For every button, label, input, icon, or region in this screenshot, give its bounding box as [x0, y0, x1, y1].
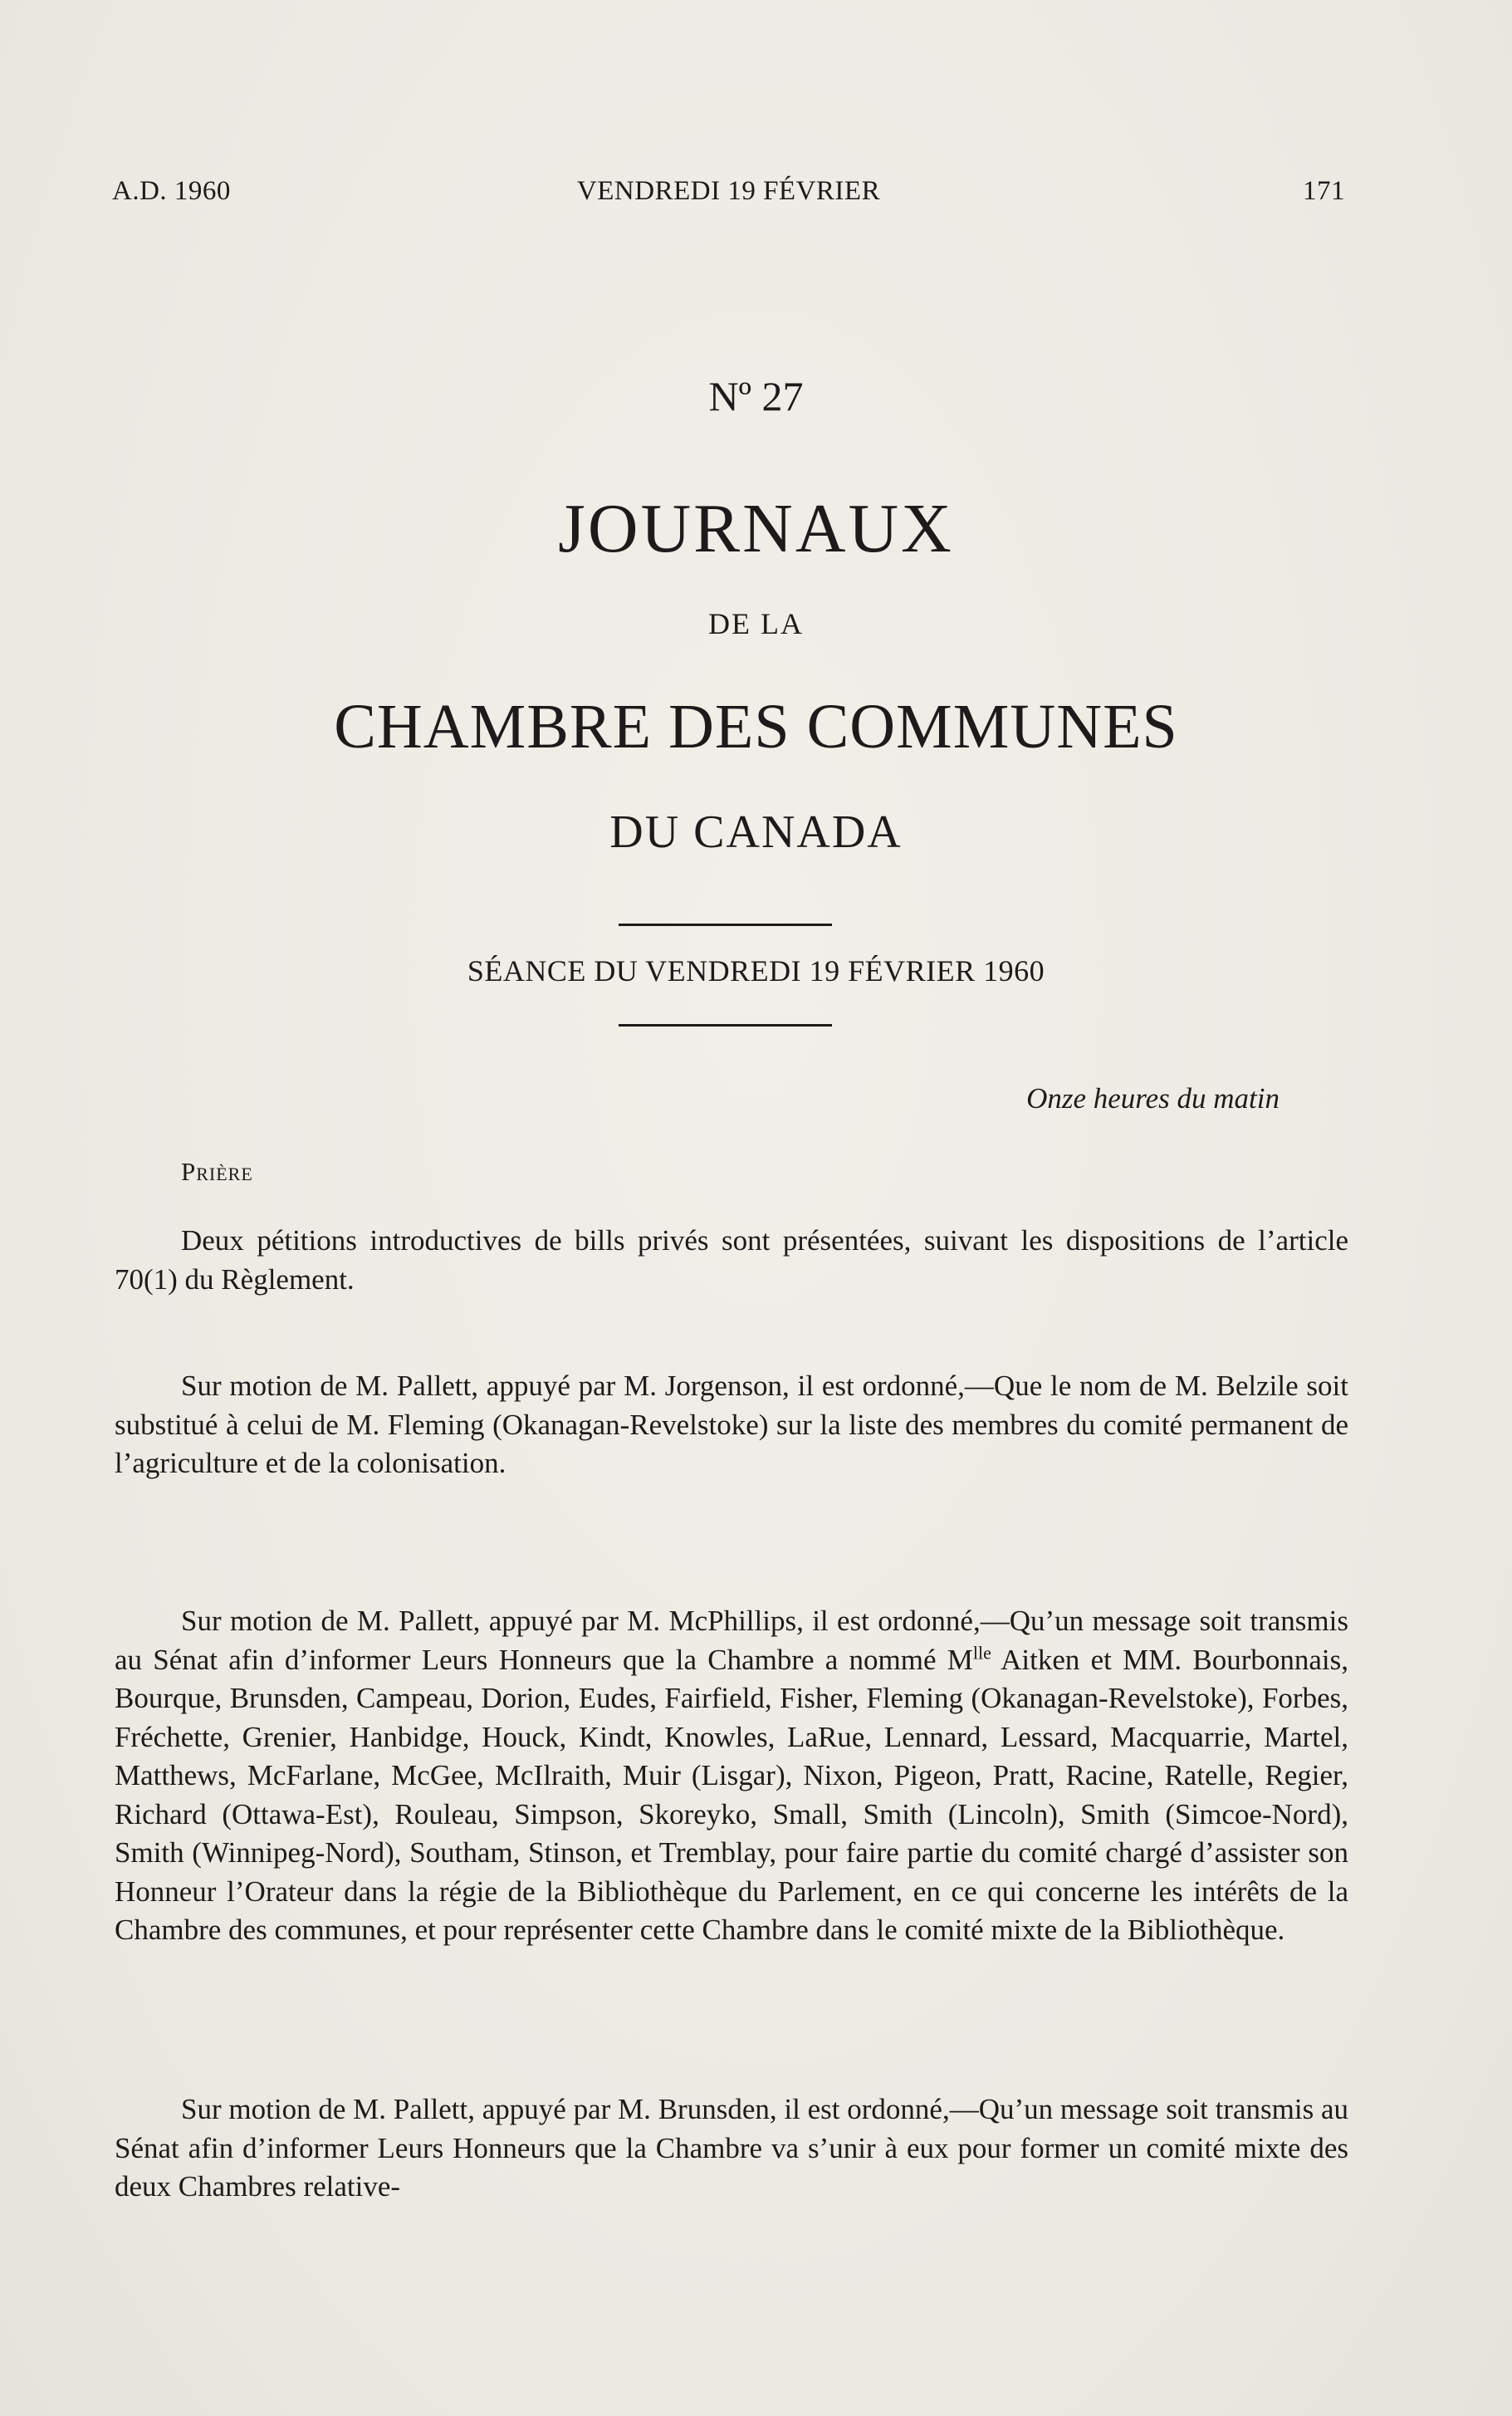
running-head-year: A.D. 1960 — [112, 176, 231, 206]
issue-number: Nº 27 — [708, 373, 804, 419]
page-number: 171 — [1303, 176, 1345, 206]
running-head — [112, 176, 1345, 218]
paragraph-library-committee — [115, 1602, 1348, 1950]
prayer-heading: Prière — [181, 1157, 253, 1186]
journal-title: JOURNAUX — [558, 490, 954, 567]
superscript-mlle: lle — [972, 1641, 991, 1663]
paragraph-text: Aitken et MM. Bourbonnais, Bourque, Brunsden, Campeau, Dorion, Eudes, Fairfield, Fisher, Fleming (Okanagan-Revelstoke), Forbes, Fréchette, Grenier, Hanbidge, Houck, Kindt, Knowles, LaRue, Lennard, Lessard, Macquarrie, Martel, Matthews, McFarlane, McGee, McIlraith, Muir (Lisgar), Nixon, Pigeon, Pratt, Racine, Ratelle, Regier, Richard (Ottawa-Est), Rouleau, Simpson, Skoreyko, Small, Smith (Lincoln), Smith (Simcoe-Nord), Smith (Winnipeg-Nord), Southam, Stinson, et Tremblay, pour faire partie du comité chargé d’assister son Honneur l’Orateur dans la régie de la Bibliothèque du Parlement, en ce qui concerne les intérêts de la Chambre des communes, et pour représenter cette Chambre dans le comité mixte de la Bibliothèque. — [115, 1643, 1348, 1946]
masthead-de-la: DE LA — [708, 607, 804, 640]
paragraph-petitions: Deux pétitions introductives de bills privés sont présentées, suivant les dispositions de l’article 70(1) du Règlement. — [115, 1224, 1348, 1296]
country-name: DU CANADA — [609, 806, 903, 858]
paragraph-agriculture-committee: Sur motion de M. Pallett, appuyé par M. Jorgenson, il est ordonné,—Que le nom de M. Belzile soit substitué à celui de M. Fleming (Okanagan-Revelstoke) sur la liste des membres du comité permanent de l’agriculture et de la colonisation. — [115, 1370, 1348, 1479]
running-head-date: VENDREDI 19 FÉVRIER — [576, 176, 881, 206]
time-note: Onze heures du matin — [1026, 1082, 1280, 1115]
divider-rule-bottom — [619, 1024, 832, 1027]
divider-rule-top — [619, 924, 832, 926]
chamber-name: CHAMBRE DES COMMUNES — [334, 692, 1178, 762]
sitting-date: SÉANCE DU VENDREDI 19 FÉVRIER 1960 — [467, 954, 1045, 987]
paragraph-text: Sur motion de M. Pallett, appuyé par M. McPhillips, il est ordonné,—Qu’un message soit transmis au Sénat afin d’informer Leurs Honneurs que la Chambre a nommé M — [115, 1605, 1348, 1676]
paragraph-joint-committee: Sur motion de M. Pallett, appuyé par M. Brunsden, il est ordonné,—Qu’un message soit transmis au Sénat afin d’informer Leurs Honneurs que la Chambre va s’unir à eux pour former un comité mixte des deux Chambres relative- — [115, 2093, 1348, 2203]
